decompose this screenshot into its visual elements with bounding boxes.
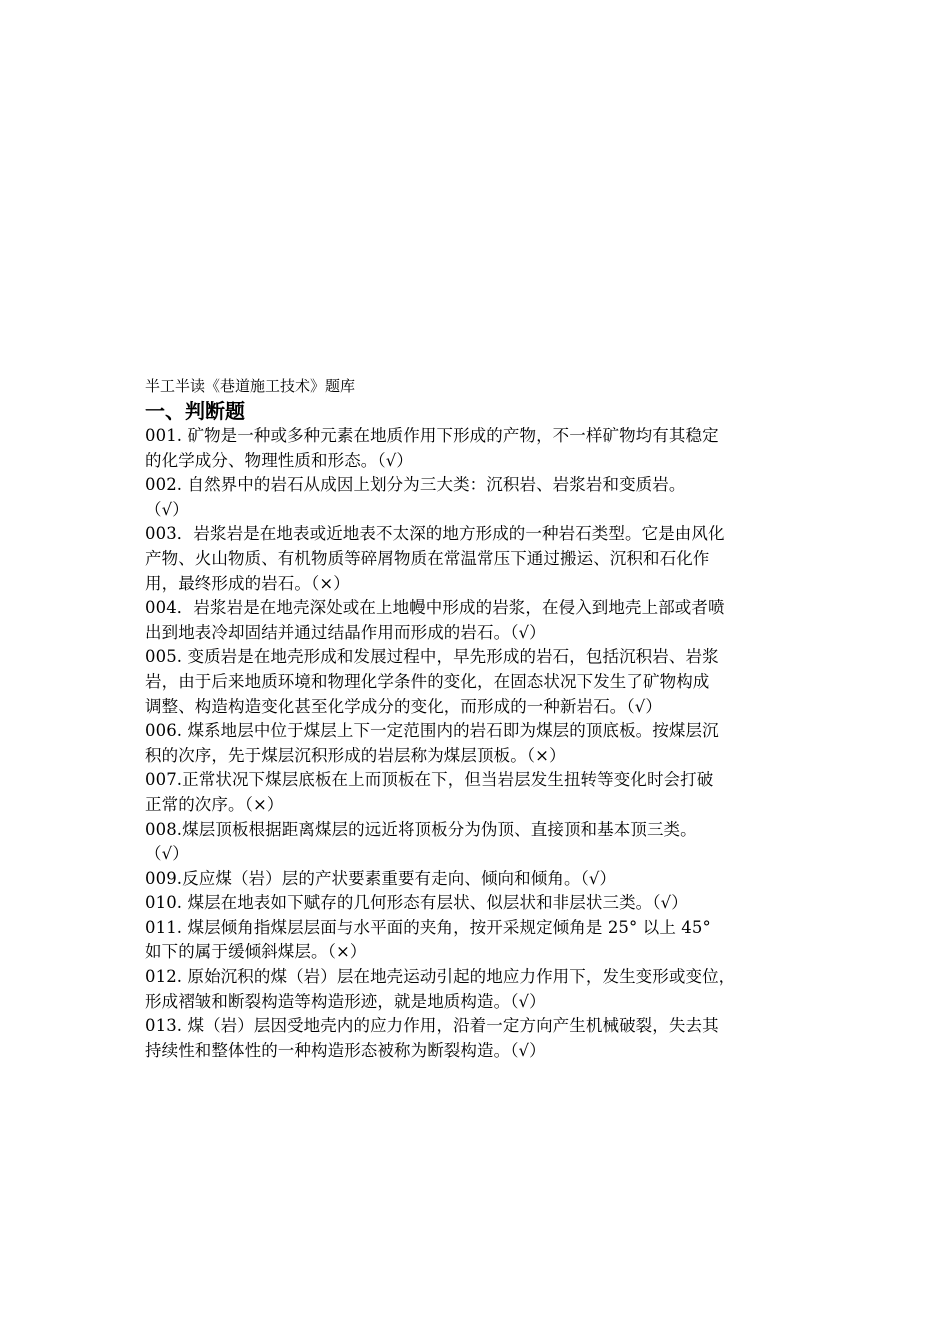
question-line: 001. 矿物是一种或多种元素在地质作用下形成的产物，不一样矿物均有其稳定 — [145, 426, 719, 445]
question-line: 009.反应煤（岩）层的产状要素重要有走向、倾向和倾角。（√） — [145, 868, 617, 888]
question-item — [145, 1014, 825, 1063]
question-item — [145, 596, 825, 645]
question-line: （√） — [145, 499, 189, 519]
question-line: （√） — [145, 844, 189, 864]
question-line: 002. 自然界中的岩石从成因上划分为三大类：沉积岩、岩浆岩和变质岩。 — [145, 475, 686, 495]
question-item — [145, 891, 825, 916]
question-item — [145, 473, 825, 522]
question-item — [145, 424, 825, 473]
document-title: 半工半读《巷道施工技术》题库 — [145, 377, 356, 395]
question-line: 004．岩浆岩是在地壳深处或在上地幔中形成的岩浆，在侵入到地壳上部或者喷 — [145, 598, 725, 618]
question-line: 008.煤层顶板根据距离煤层的远近将顶板分为伪顶、直接顶和基本顶三类。 — [145, 819, 697, 839]
question-line: 如下的属于缓倾斜煤层。（×） — [145, 942, 367, 962]
question-item — [145, 719, 825, 768]
question-line: 持续性和整体性的一种构造形态被称为断裂构造。（√） — [145, 1040, 546, 1060]
question-line: 006. 煤系地层中位于煤层上下一定范围内的岩石即为煤层的顶底板。按煤层沉 — [145, 721, 719, 741]
question-line: 形成褶皱和断裂构造等构造形迹，就是地质构造。（√） — [145, 991, 546, 1011]
question-line: 012. 原始沉积的煤（岩）层在地壳运动引起的地应力作用下，发生变形或变位， — [145, 967, 736, 987]
question-line: 用，最终形成的岩石。（×） — [145, 573, 350, 593]
question-line: 出到地表冷却固结并通过结晶作用而形成的岩石。（√） — [145, 622, 546, 642]
question-line: 011. 煤层倾角指煤层层面与水平面的夹角，按开采规定倾角是 25° 以上 45° — [145, 917, 711, 937]
question-line: 005. 变质岩是在地壳形成和发展过程中，早先形成的岩石，包括沉积岩、岩浆 — [145, 647, 719, 667]
question-line: 积的次序，先于煤层沉积形成的岩层称为煤层顶板。（×） — [145, 745, 566, 765]
question-line: 003．岩浆岩是在地表或近地表不太深的地方形成的一种岩石类型。它是由风化 — [145, 524, 725, 544]
question-line: 013. 煤（岩）层因受地壳内的应力作用，沿着一定方向产生机械破裂，失去其 — [145, 1016, 719, 1036]
question-item — [145, 522, 825, 596]
question-item — [145, 867, 825, 892]
question-item — [145, 768, 825, 817]
section-heading: 一、判断题 — [145, 399, 245, 423]
document-body — [145, 374, 825, 1063]
question-list — [145, 424, 825, 1063]
question-line: 010. 煤层在地表如下赋存的几何形态有层状、似层状和非层状三类。（√） — [145, 893, 688, 913]
question-line: 岩，由于后来地质环境和物理化学条件的变化，在固态状况下发生了矿物构成 — [145, 671, 710, 691]
question-item — [145, 965, 825, 1014]
question-line: 正常的次序。（×） — [145, 794, 284, 814]
question-line: 调整、构造构造变化甚至化学成分的变化，而形成的一种新岩石。（√） — [145, 696, 662, 716]
question-line: 007.正常状况下煤层底板在上而顶板在下，但当岩层发生扭转等变化时会打破 — [145, 770, 714, 790]
question-item — [145, 916, 825, 965]
question-item — [145, 645, 825, 719]
question-item — [145, 818, 825, 867]
question-line: 的化学成分、物理性质和形态。（√） — [145, 450, 413, 470]
question-line: 产物、火山物质、有机物质等碎屑物质在常温常压下通过搬运、沉积和石化作 — [145, 548, 710, 568]
